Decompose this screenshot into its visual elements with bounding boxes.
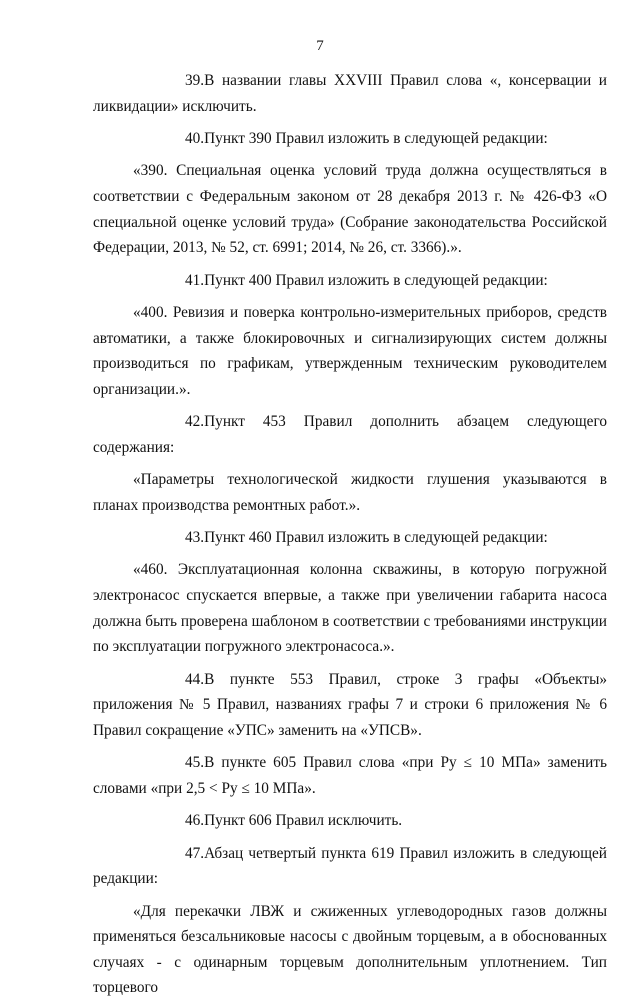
paragraph-text: «460. Эксплуатационная колонна скважины, в которую погружной электронасос спускается впервые, а также при увеличении габарита насоса должна быть проверена шаблоном в соответствии с требованиями инструкции по эксплуатации погружного электронасоса.». [93,561,607,656]
paragraph-44 [93,667,607,744]
quoted-paragraph-460 [93,557,607,659]
paragraph-text: Пункт 606 Правил исключить. [204,812,403,830]
paragraph-40 [93,126,607,152]
item-number: 45. [185,754,205,772]
paragraph-text: «Параметры технологической жидкости глушения указываются в планах производства ремонтных работ.». [93,471,607,514]
paragraph-text: Пункт 460 Правил изложить в следующей редакции: [204,529,548,547]
paragraph-text: «Для перекачки ЛВЖ и сжиженных углеводородных газов должны применяться безсальниковые насосы с двойным торцевым, а в обоснованных случаях - с одинарным торцевым дополнительным уплотнением. Тип торцевого [93,902,607,997]
paragraph-39 [93,68,607,119]
quoted-paragraph-390 [93,158,607,260]
paragraph-text: Пункт 400 Правил изложить в следующей редакции: [204,271,548,289]
paragraph-text: В пункте 553 Правил, строке 3 графы «Объекты» приложения № 5 Правил, названиях графы 7 и строки 6 приложения № 6 Правил сокращение «УПС» заменить на «УПСВ». [93,670,607,739]
item-number: 41. [185,271,205,289]
item-number: 47. [185,844,205,862]
item-number: 42. [185,413,205,431]
item-number: 39. [185,72,205,89]
paragraph-43 [93,525,607,551]
paragraph-45 [93,750,607,801]
paragraph-text: Абзац четвертый пункта 619 Правил изложить в следующей редакции: [93,844,607,888]
quoted-paragraph-453 [93,467,607,518]
paragraph-text: В названии главы XXVIII Правил слова «, консервации и ликвидации» исключить. [93,72,607,115]
page-number: 7 [316,38,324,54]
paragraph-41 [93,268,607,294]
paragraph-text: «400. Ревизия и поверка контрольно-измерительных приборов, средств автоматики, а также блокировочных и сигнализирующих систем должны производиться по графикам, утвержденным техническим руководителем организации.». [93,303,607,398]
paragraph-46 [93,808,607,834]
item-number: 46. [185,812,205,830]
paragraph-text: Пункт 453 Правил дополнить абзацем следующего содержания: [93,413,607,456]
quoted-paragraph-619 [93,899,607,1001]
item-number: 40. [185,129,205,147]
paragraph-text: Пункт 390 Правил изложить в следующей редакции: [204,129,548,147]
paragraph-text: «390. Специальная оценка условий труда должна осуществляться в соответствии с Федеральным законом от 28 декабря 2013 г. № 426-ФЗ «О специальной оценке условий труда» (Собрание законодательства Российской Федерации, 2013, № 52, ст. 6991; 2014, № 26, ст. 3366).». [93,162,607,257]
quoted-paragraph-400 [93,300,607,402]
item-number: 44. [185,670,205,688]
paragraph-text: В пункте 605 Правил слова «при Ру ≤ 10 МПа» заменить словами «при 2,5 < Ру ≤ 10 МПа». [93,754,607,797]
paragraph-47 [93,841,607,892]
document-body [93,68,607,1008]
item-number: 43. [185,529,205,547]
paragraph-42 [93,409,607,460]
